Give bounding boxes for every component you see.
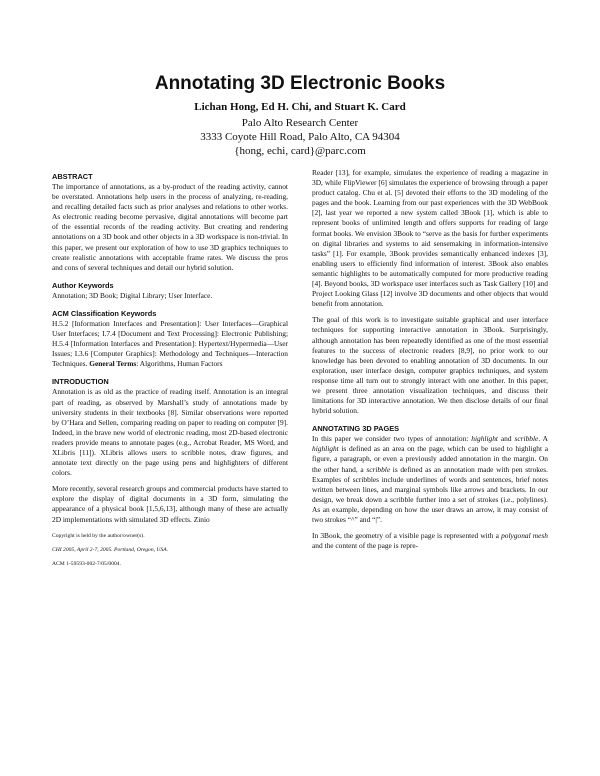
right-paragraph-4: In 3Book, the geometry of a visible page is represented with a polygonal mesh and the content of the page is repre-: [312, 531, 548, 551]
affiliation-name: Palo Alto Research Center: [241, 117, 359, 129]
abstract-text: The importance of annotations, as a by-product of the reading activity, cannot be overstated. Annotations help users in the process of analyzing, re-reading, and recalling detailed facts such as prior analyses and relations to other works. As electronic reading become pervasive, digital annotations will become part of the essential records of the reading activity. But creating and rendering annotations on a 3D book and other objects in a 3D workspace is non-trivial. In this paper, we present our exploration of how to use 3D graphics techniques to create realistic annotations with acceptable frame rates. We discuss the pros and cons of several techniques and detail our hybrid solution.: [52, 182, 288, 272]
abstract-heading: ABSTRACT: [52, 172, 93, 181]
intro-paragraph-2: More recently, several research groups and commercial products have started to explore the display of digital documents in a 3D form, simulating the appearance of a physical book [1,5,6,13], although many of these are actually 2D implementations with simulated 3D effects. Zinio: [52, 484, 288, 524]
general-terms: : Algorithms, Human Factors: [136, 359, 223, 369]
paper-authors: Lichan Hong, Ed H. Chi, and Stuart K. Card: [194, 101, 406, 113]
acm-heading: ACM Classification Keywords: [52, 308, 157, 318]
author-emails: {hong, echi, card}@parc.com: [234, 145, 366, 157]
acm-number-line: ACM 1-59593-002-7/05/0004.: [52, 560, 121, 567]
keywords-text: Annotation; 3D Book; Digital Library; User Interface.: [52, 290, 213, 300]
acm-text: H.5.2 [Information Interfaces and Presentation]: User Interfaces—Graphical User Interfaces; I.7.4 [Document and Text Processing]: Electronic Publishing; H.5.4 [Information Interfaces and Presentation]: Hypertext/Hypermedia—User Issues; I.3.6 [Computer Graphics]: Methodology and Techniques—Interaction Techniques.: [52, 318, 288, 369]
right-column: [312, 168, 548, 557]
copyright-line: Copyright is held by the author/owner(s).: [52, 532, 145, 539]
conference-line: CHI 2005, April 2-7, 2005. Portland, Oregon, USA.: [52, 546, 169, 553]
affiliation-address: 3333 Coyote Hill Road, Palo Alto, CA 94304: [200, 131, 400, 143]
paper-title: Annotating 3D Electronic Books: [154, 73, 446, 94]
annotating-section-heading: ANNOTATING 3D PAGES: [312, 424, 400, 434]
general-terms-label: General Terms: [89, 359, 137, 369]
right-paragraph-2: The goal of this work is to investigate suitable graphical and user interface techniques for supporting interactive annotation in 3Book. Surprisingly, although annotation has been repeatedly identified as one of the most essential features to the success of electronic readers [8,9], no prior work to our knowledge has been devoted to enabling annotation of 3D documents. In our exploration, user interface design, computer graphics techniques, and system response time all turn out to strongly interact with one another. In this paper, we present three annotation visualization techniques, and discuss their limitations for 3D interactive annotation. We then disclose details of our final hybrid solution.: [312, 315, 548, 416]
right-paragraph-3: In this paper we consider two types of annotation: highlight and scribble. A highlight is defined as an area on the page, which can be used to highlight a figure, a paragraph, or even a previously added annotation in the margin. On the other hand, a scribble is defined as an annotation made with pen strokes. Examples of scribbles include underlines of words and sentences, brief notes written between lines, and marginal symbols like arrows and brackets. In our design, we break down a scribble further into a set of strokes (i.e., polylines). As an example, depending on how the user draws an arrow, it may consist of two strokes “^” and “|”.: [312, 434, 549, 524]
copyright-footnote: [52, 531, 288, 570]
right-paragraph-1: Reader [13], for example, simulates the experience of reading a magazine in 3D, while FlipViewer [6] simulates the experience of browsing through a paper product catalog. Chu et al. [5] devoted their efforts to the 3D modeling of the pages and the book. Learning from our past experiences with the 3D WebBook [2], last year we reported a new system called 3Book [1], which is able to represent books of unlimited length and offers supports for reading of large format books. We envision 3Book to “serve as the basis for further experiments on digital libraries and systems to aid sensemaking in information-intensive tasks” [1]. For example, 3Book provides semantically enhanced indexes [3], enabling users to efficiently find information of interest. 3Book also enables semantic highlights to be automatically computed for more productive reading [4]. Beyond books, 3D workspace user interfaces such as Task Gallery [10] and Project Looking Glass [12] involve 3D documents and other objects that would benefit from annotation.: [312, 168, 548, 309]
left-column: [52, 168, 288, 573]
intro-paragraph-1: Annotation is as old as the practice of reading itself. Annotation is an integral part of reading, as observed by Marshall’s study of annotations made by university students in their textbooks [8]. Similar observations were reported by O’Hara and Sellen, comparing reading on paper to reading on computer [9]. Indeed, in the brave new world of electronic reading, most 2D-based electronic readers provide means to annotate pages (e.g., Acrobat Reader, MS Word, and XLibris [11]). XLibris allows users to scribble notes, draw figures, and annotate text directly on the page using pens and highlighters of different colors.: [52, 387, 288, 478]
introduction-heading: INTRODUCTION: [52, 377, 109, 387]
keywords-heading: Author Keywords: [52, 280, 114, 290]
acm-classification: [52, 319, 288, 369]
